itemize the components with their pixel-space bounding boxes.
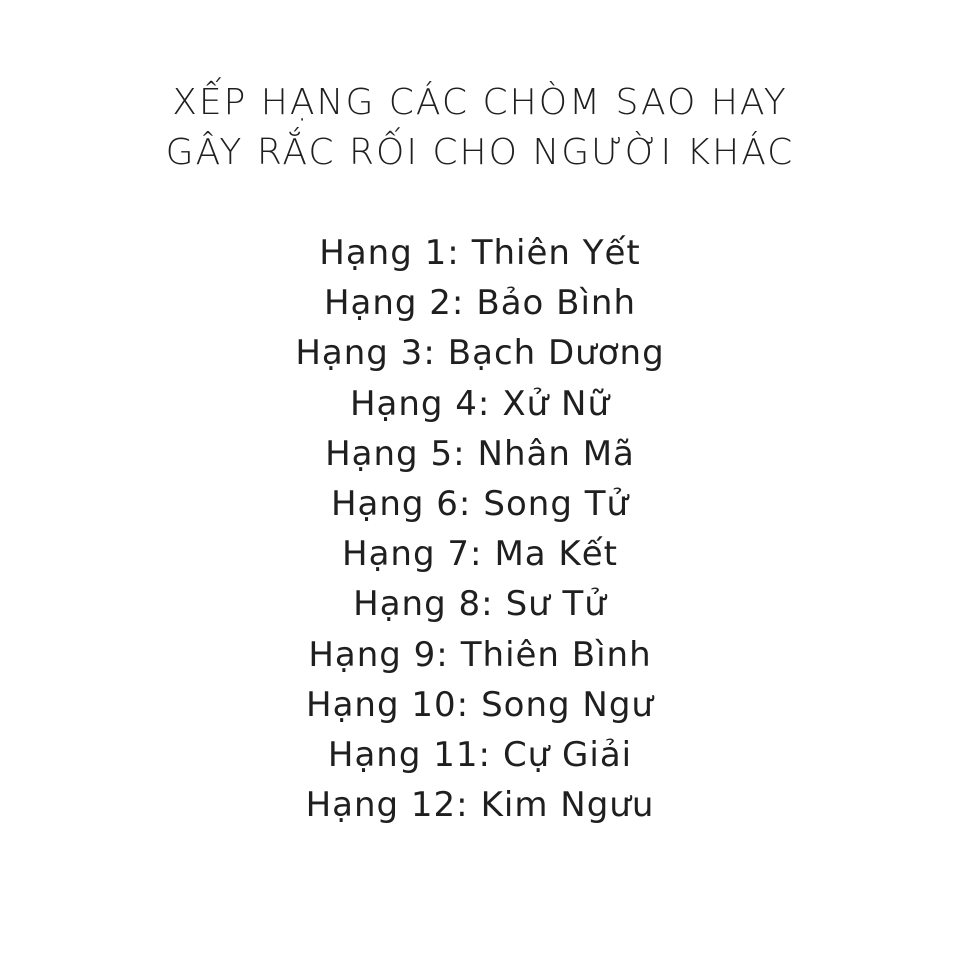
zodiac-sign: Song Tử (483, 484, 630, 525)
rank-label: Hạng 8: (353, 584, 494, 625)
zodiac-ranking-list (0, 228, 960, 830)
page-title (0, 78, 960, 178)
zodiac-sign: Nhân Mã (477, 433, 635, 474)
title-line-2: GÂY RẮC RỐI CHO NGƯỜI KHÁC (165, 132, 795, 173)
ranking-item-10 (0, 680, 960, 730)
ranking-item-8 (0, 579, 960, 629)
rank-label: Hạng 7: (342, 534, 483, 575)
ranking-item-11 (0, 730, 960, 780)
ranking-item-12 (0, 780, 960, 830)
zodiac-sign: Song Ngư (481, 684, 654, 725)
rank-label: Hạng 12: (305, 785, 469, 826)
zodiac-sign: Ma Kết (494, 534, 618, 575)
ranking-item-2 (0, 278, 960, 328)
rank-label: Hạng 6: (330, 484, 472, 525)
rank-label: Hạng 5: (325, 433, 466, 474)
ranking-item-4 (0, 379, 960, 429)
zodiac-sign: Bảo Bình (476, 283, 637, 324)
ranking-item-6 (0, 479, 960, 529)
zodiac-sign: Kim Ngưu (480, 785, 655, 826)
zodiac-sign: Cự Giải (502, 735, 633, 776)
ranking-item-1 (0, 228, 960, 278)
ranking-item-3 (0, 328, 960, 378)
rank-label: Hạng 1: (319, 233, 460, 273)
rank-label: Hạng 9: (308, 634, 449, 675)
rank-label: Hạng 11: (327, 735, 491, 776)
ranking-item-9 (0, 630, 960, 680)
zodiac-sign: Thiên Yết (471, 233, 641, 273)
rank-label: Hạng 3: (295, 333, 436, 374)
rank-label: Hạng 10: (306, 684, 470, 725)
zodiac-sign: Sư Tử (505, 584, 607, 625)
zodiac-sign: Thiên Bình (460, 634, 652, 675)
zodiac-sign: Xử Nữ (502, 383, 611, 424)
zodiac-sign: Bạch Dương (447, 333, 665, 374)
ranking-item-5 (0, 429, 960, 479)
rank-label: Hạng 4: (349, 383, 491, 424)
ranking-item-7 (0, 529, 960, 579)
title-line-1: XẾP HẠNG CÁC CHÒM SAO HAY (172, 82, 788, 123)
rank-label: Hạng 2: (323, 283, 465, 324)
